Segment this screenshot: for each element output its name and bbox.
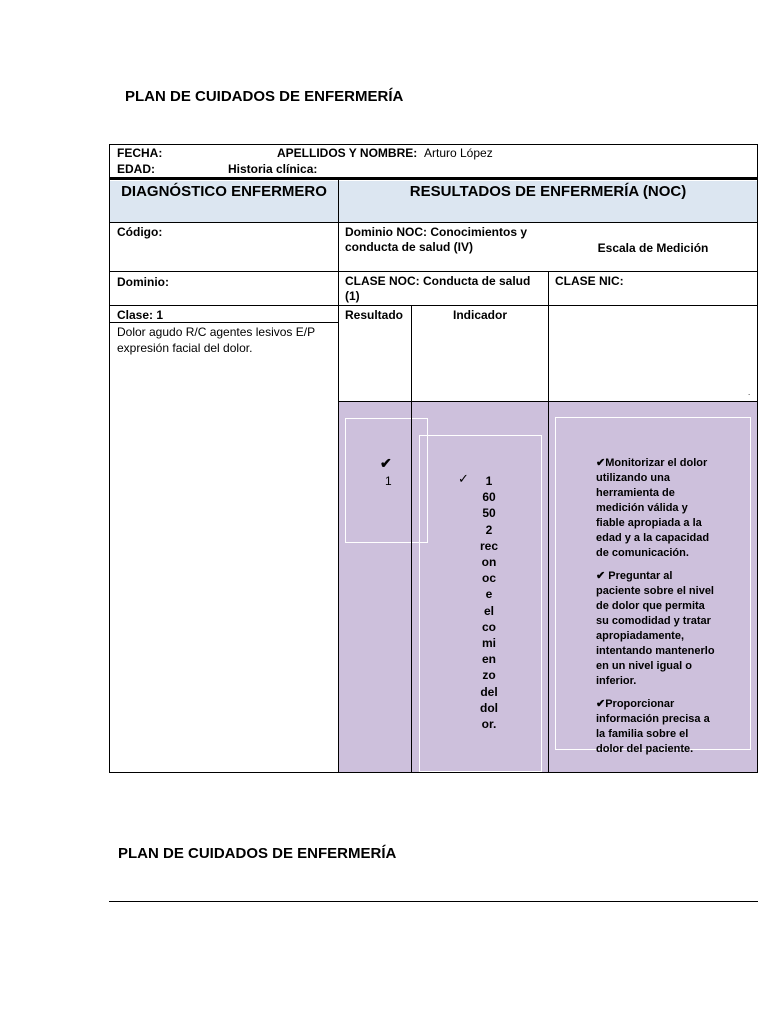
indicador-line: or. (481, 717, 497, 732)
dominio-label: Dominio: (117, 275, 169, 289)
small-dot: . (748, 388, 751, 397)
table-right-border (757, 144, 758, 773)
indicador-line: dol (480, 700, 498, 715)
indicador-text (474, 473, 504, 732)
apellidos-label: APELLIDOS Y NOMBRE: (277, 146, 418, 160)
indicador-line: 2 (485, 522, 493, 537)
second-page-divider (109, 901, 758, 902)
indicador-line: e (485, 587, 493, 602)
resultados-header: RESULTADOS DE ENFERMERÍA (NOC) (409, 183, 687, 200)
edad-label: EDAD: (117, 162, 155, 176)
indicador-line: del (480, 684, 498, 699)
resultado-check-icon: ✔ (380, 455, 392, 471)
escala-medicion: Escala de Medición (597, 241, 709, 255)
nic-intervention-item: ✔Proporcionar información precisa a la familia sobre el dolor del paciente. (596, 698, 710, 755)
col-divider-main (338, 180, 339, 773)
page-title: PLAN DE CUIDADOS DE ENFERMERÍA (125, 88, 404, 105)
row-divider-2 (109, 271, 758, 272)
indicador-line: zo (482, 668, 496, 683)
indicador-line: co (481, 619, 496, 634)
clase-label: Clase: 1 (117, 308, 164, 322)
indicador-line: 1 (485, 474, 493, 488)
indicador-line: rec (479, 538, 499, 553)
indicador-line: el (483, 603, 494, 618)
row-divider-3 (109, 305, 758, 306)
indicador-line: en (481, 652, 496, 667)
indicador-line: oc (481, 571, 496, 586)
resultado-value: 1 (385, 474, 392, 488)
second-page-title: PLAN DE CUIDADOS DE ENFERMERÍA (118, 845, 397, 862)
diagnostico-header: DIAGNÓSTICO ENFERMERO (121, 183, 327, 200)
indicador-check-icon: ✓ (458, 471, 469, 486)
header-thick-divider (109, 177, 758, 180)
indicador-line: on (481, 555, 497, 570)
col-divider-nic (548, 271, 549, 773)
fecha-label: FECHA: (117, 146, 163, 160)
table-bottom-border (109, 772, 758, 773)
resultado-label: Resultado (345, 308, 404, 322)
diagnosis-text: Dolor agudo R/C agentes lesivos E/P expresión facial del dolor. (117, 325, 315, 355)
indicador-line: 60 (482, 490, 496, 505)
historia-label: Historia clínica: (228, 162, 318, 176)
col-divider-resultado (411, 305, 412, 773)
nic-interventions (596, 456, 716, 765)
patient-name: Arturo López (424, 146, 493, 160)
indicador-label: Indicador (452, 308, 507, 322)
clase-nic: CLASE NIC: (555, 274, 624, 288)
codigo-label: Código: (117, 225, 163, 239)
dominio-noc: Dominio NOC: Conocimientos y conducta de salud (IV) (345, 225, 528, 254)
row-divider-1 (109, 222, 758, 223)
indicador-line: mi (481, 636, 496, 651)
table-left-border (109, 144, 110, 773)
nic-intervention-item: ✔ Preguntar al paciente sobre el nivel de dolor que permita su comodidad y tratar apropiadamente, intentando mantenerlo en un nivel igual o inferior. (596, 570, 715, 687)
indicador-line: 50 (482, 506, 496, 521)
clase-noc: CLASE NOC: Conducta de salud (1) (345, 274, 531, 303)
nic-intervention-item: ✔Monitorizar el dolor utilizando una herramienta de medición válida y fiable apropiada a la edad y a la capacidad de comunicación. (596, 457, 710, 559)
